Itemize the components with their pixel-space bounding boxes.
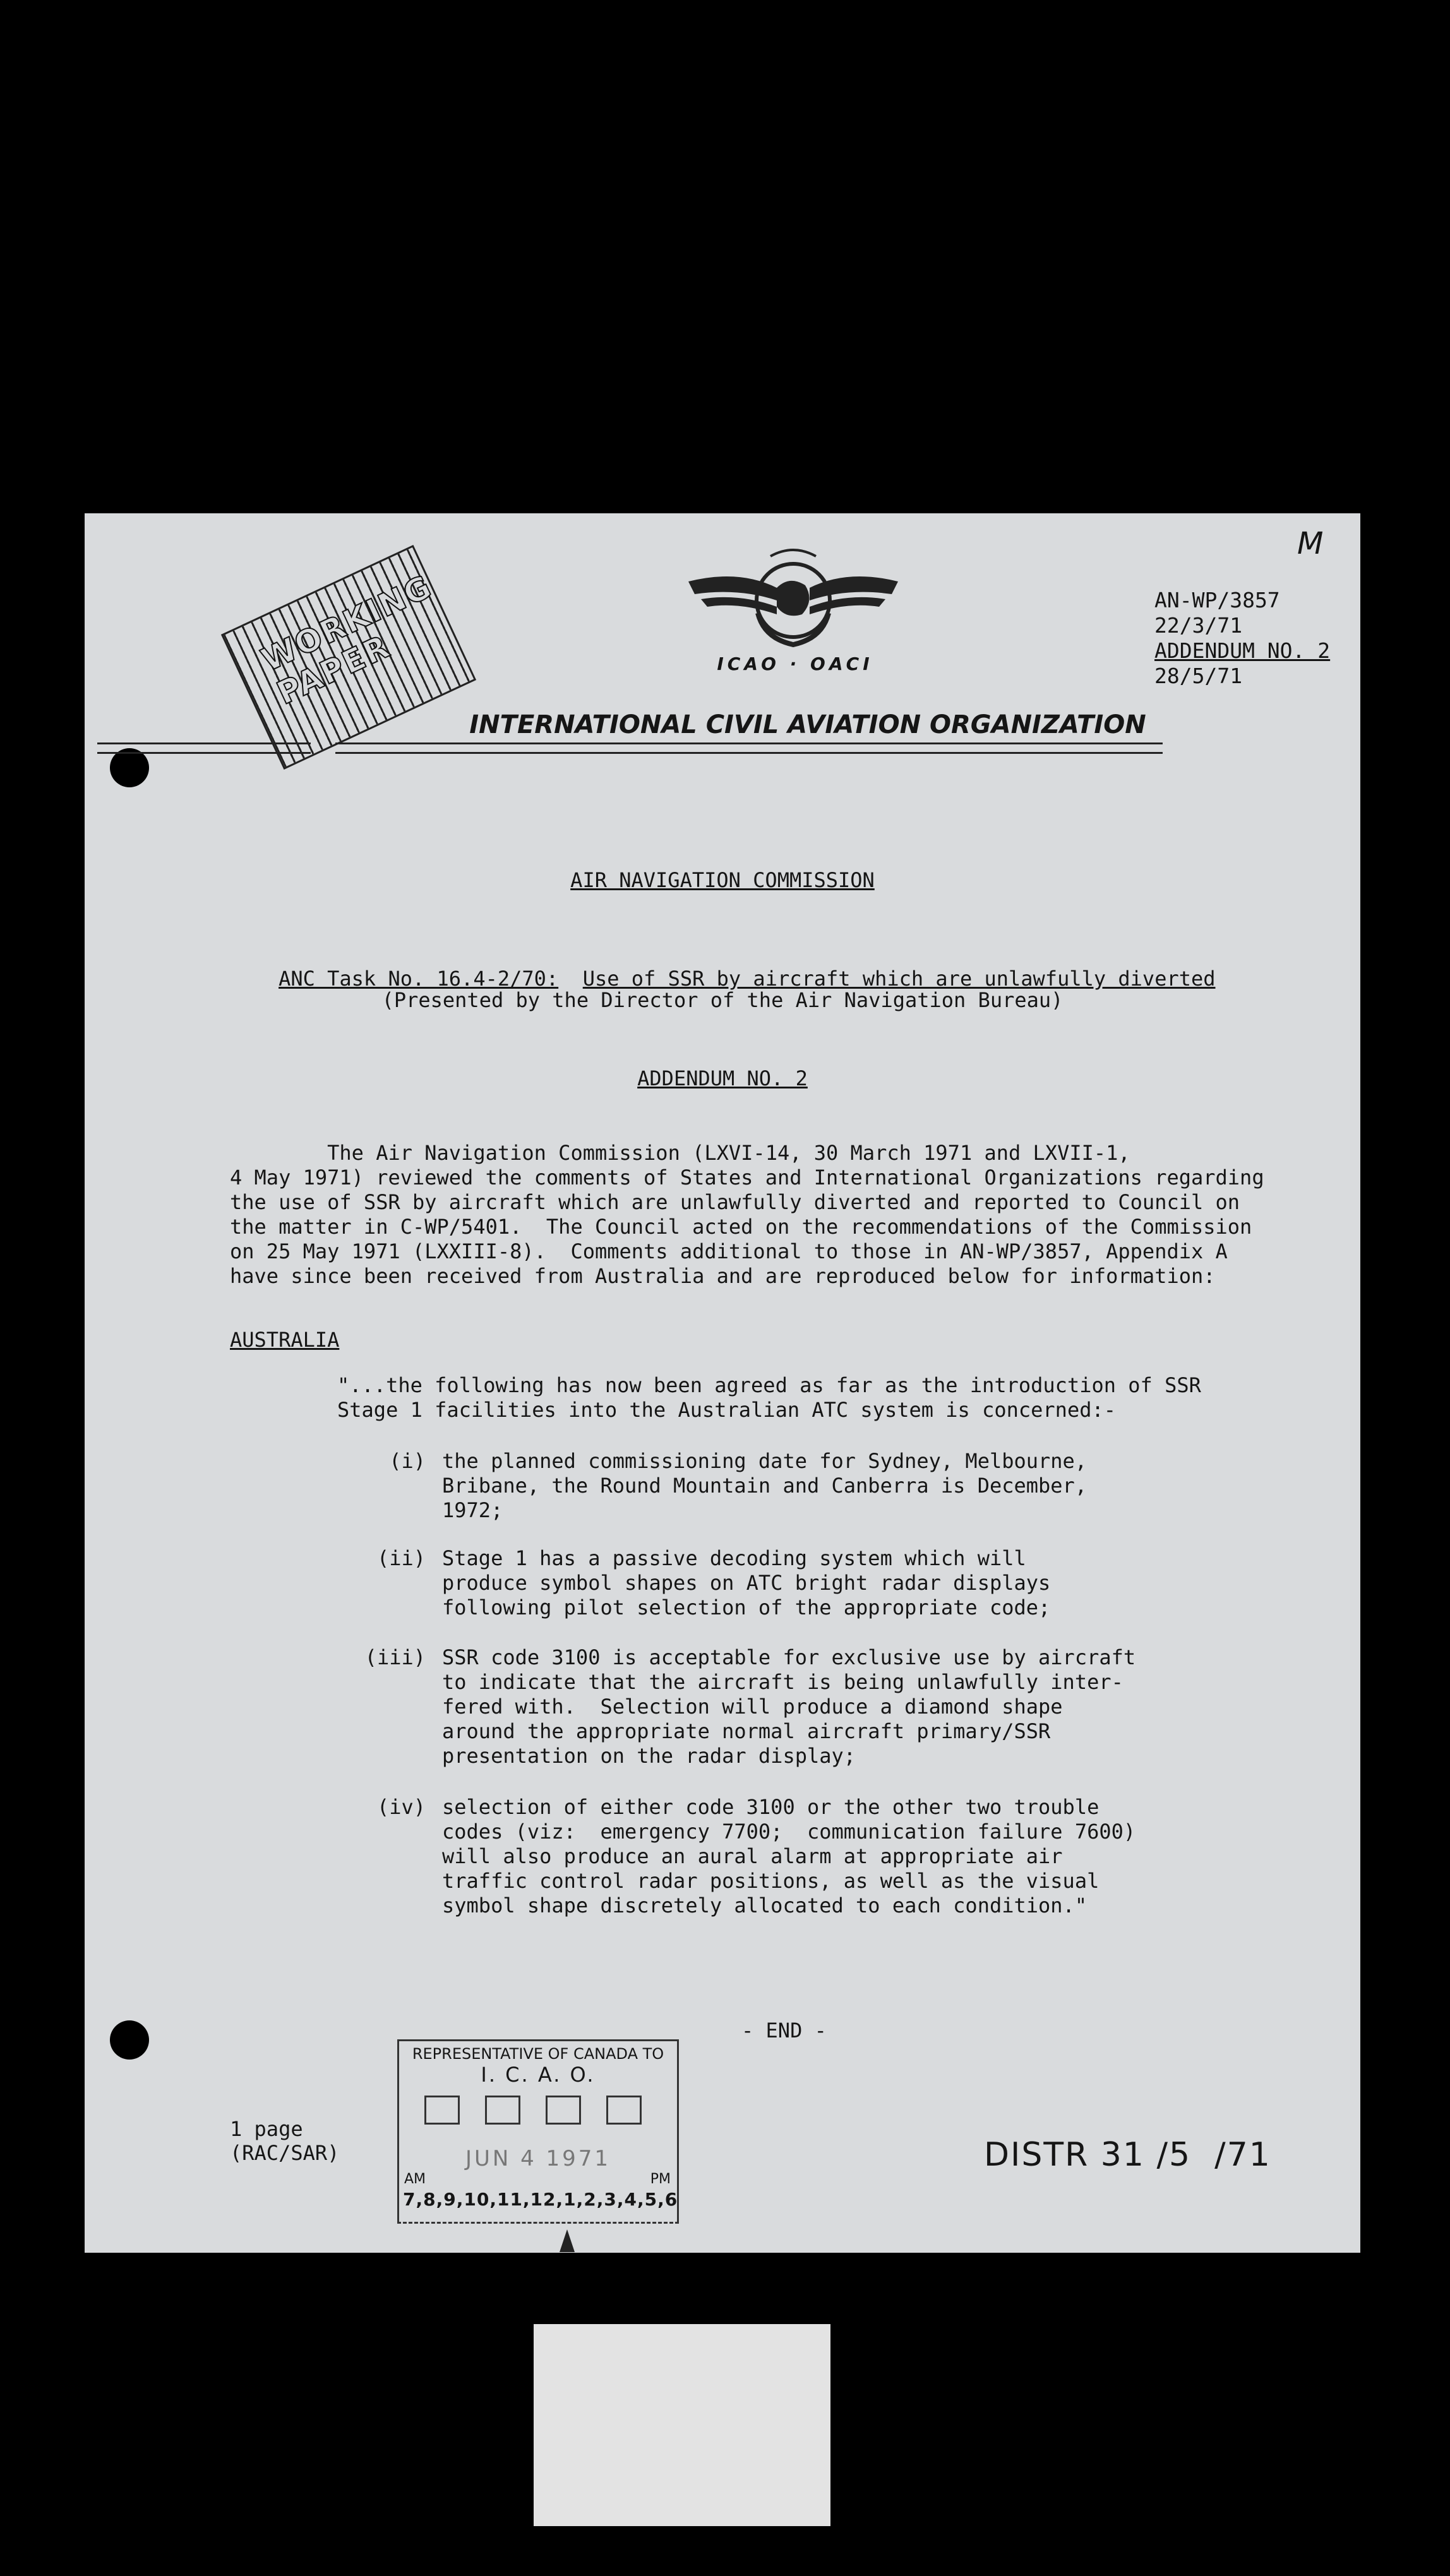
item-text: Stage 1 has a passive decoding system which will produce symbol shapes on ATC bright radar displays following pilot selection of the appropriate code; — [442, 1546, 1051, 1619]
commission-title: AIR NAVIGATION COMMISSION — [570, 868, 875, 892]
item-text: SSR code 3100 is acceptable for exclusive use by aircraft to indicate that the aircraft is being unlawfully inter- fered with. Selection will produce a diamond shape around the appropriate normal aircraft primary/SSR presentation on the radar display; — [442, 1645, 1136, 1768]
section-heading: AUSTRALIA — [230, 1328, 340, 1352]
task-subject: Use of SSR by aircraft which are unlawfully diverted — [582, 967, 1216, 991]
quote-intro — [337, 1373, 1201, 1422]
quote-line: Stage 1 facilities into the Australian ATC system is concerned:- — [337, 1398, 1116, 1422]
intro-line: the use of SSR by aircraft which are unlawfully diverted and reported to Council on — [230, 1190, 1240, 1214]
addendum-date: 28/5/71 — [1154, 664, 1243, 688]
stamp-pointer-icon — [560, 2229, 575, 2252]
quote-line: "...the following has now been agreed as far as the introduction of SSR — [337, 1373, 1201, 1397]
item-label: (i) — [389, 1449, 426, 1473]
binder-hole-top — [110, 748, 149, 787]
intro-line: on 25 May 1971 (LXXIII-8). Comments additional to those in AN-WP/3857, Appendix A — [230, 1239, 1228, 1263]
intro-line: The Air Navigation Commission (LXVI-14, 30 March 1971 and LXVII-1, — [230, 1141, 1130, 1165]
stamp-am: AM — [404, 2171, 426, 2187]
emblem-text: ICAO · OACI — [717, 653, 873, 674]
working-paper-label: WORKING PAPER — [256, 568, 438, 712]
presented-by: (Presented by the Director of the Air Navigation Bureau) — [381, 988, 1064, 1012]
reference-block — [1154, 588, 1330, 689]
item-label: (ii) — [376, 1546, 426, 1570]
received-stamp — [397, 2039, 679, 2224]
item-text: selection of either code 3100 or the other two trouble codes (viz: emergency 7700; communication failure 7600) will also produce an aural alarm at appropriate air traffic control radar positions, as well as the visual symbol shape discretely allocated to each condition." — [442, 1795, 1136, 1917]
header-rule-left — [97, 742, 311, 754]
header-rule-right — [335, 742, 1163, 754]
intro-line: the matter in C-WP/5401. The Council acted on the recommendations of the Commission — [230, 1215, 1252, 1239]
stamp-box — [485, 2096, 520, 2125]
page-count — [230, 2117, 339, 2165]
document-number: AN-WP/3857 — [1154, 588, 1280, 612]
end-mark: - END - — [741, 2018, 827, 2042]
stamp-box — [606, 2096, 642, 2125]
blank-card — [534, 2324, 830, 2526]
document-page — [85, 513, 1360, 2253]
organization-name: INTERNATIONAL CIVIL AVIATION ORGANIZATION — [469, 710, 1146, 739]
task-label: ANC Task No. 16.4-2/70: — [279, 967, 559, 991]
intro-paragraph — [230, 1141, 1264, 1289]
stamp-line2: I. C. A. O. — [481, 2063, 596, 2087]
stamp-pm: PM — [650, 2171, 671, 2187]
addendum-heading: ADDENDUM NO. 2 — [637, 1066, 808, 1090]
corner-mark: M — [1297, 526, 1324, 561]
intro-line: have since been received from Australia and are reproduced below for information: — [230, 1264, 1216, 1288]
item-label: (iv) — [376, 1795, 426, 1819]
stamp-boxes — [399, 2087, 677, 2127]
binder-hole-bottom — [110, 2020, 149, 2060]
page-count-label: 1 page — [230, 2117, 303, 2141]
document-date: 22/3/71 — [1154, 613, 1243, 638]
intro-line: 4 May 1971) reviewed the comments of States and International Organizations regarding — [230, 1166, 1264, 1190]
stamp-date: JUN 4 1971 — [465, 2146, 611, 2171]
stamp-box — [424, 2096, 460, 2125]
stamp-hours: 7,8,9,10,11,12,1,2,3,4,5,6 — [403, 2189, 678, 2210]
category-label: (RAC/SAR) — [230, 2141, 340, 2165]
item-text: the planned commissioning date for Sydney, Melbourne, Bribane, the Round Mountain and Canberra is December, 1972; — [442, 1449, 1088, 1522]
stamp-line1: REPRESENTATIVE OF CANADA TO — [412, 2045, 664, 2063]
working-paper-stamp — [221, 545, 476, 770]
distribution-mark: DISTR 31 /5 /71 — [984, 2136, 1271, 2174]
stamp-box — [546, 2096, 581, 2125]
item-label: (iii) — [364, 1645, 426, 1669]
addendum-reference: ADDENDUM NO. 2 — [1154, 638, 1331, 663]
